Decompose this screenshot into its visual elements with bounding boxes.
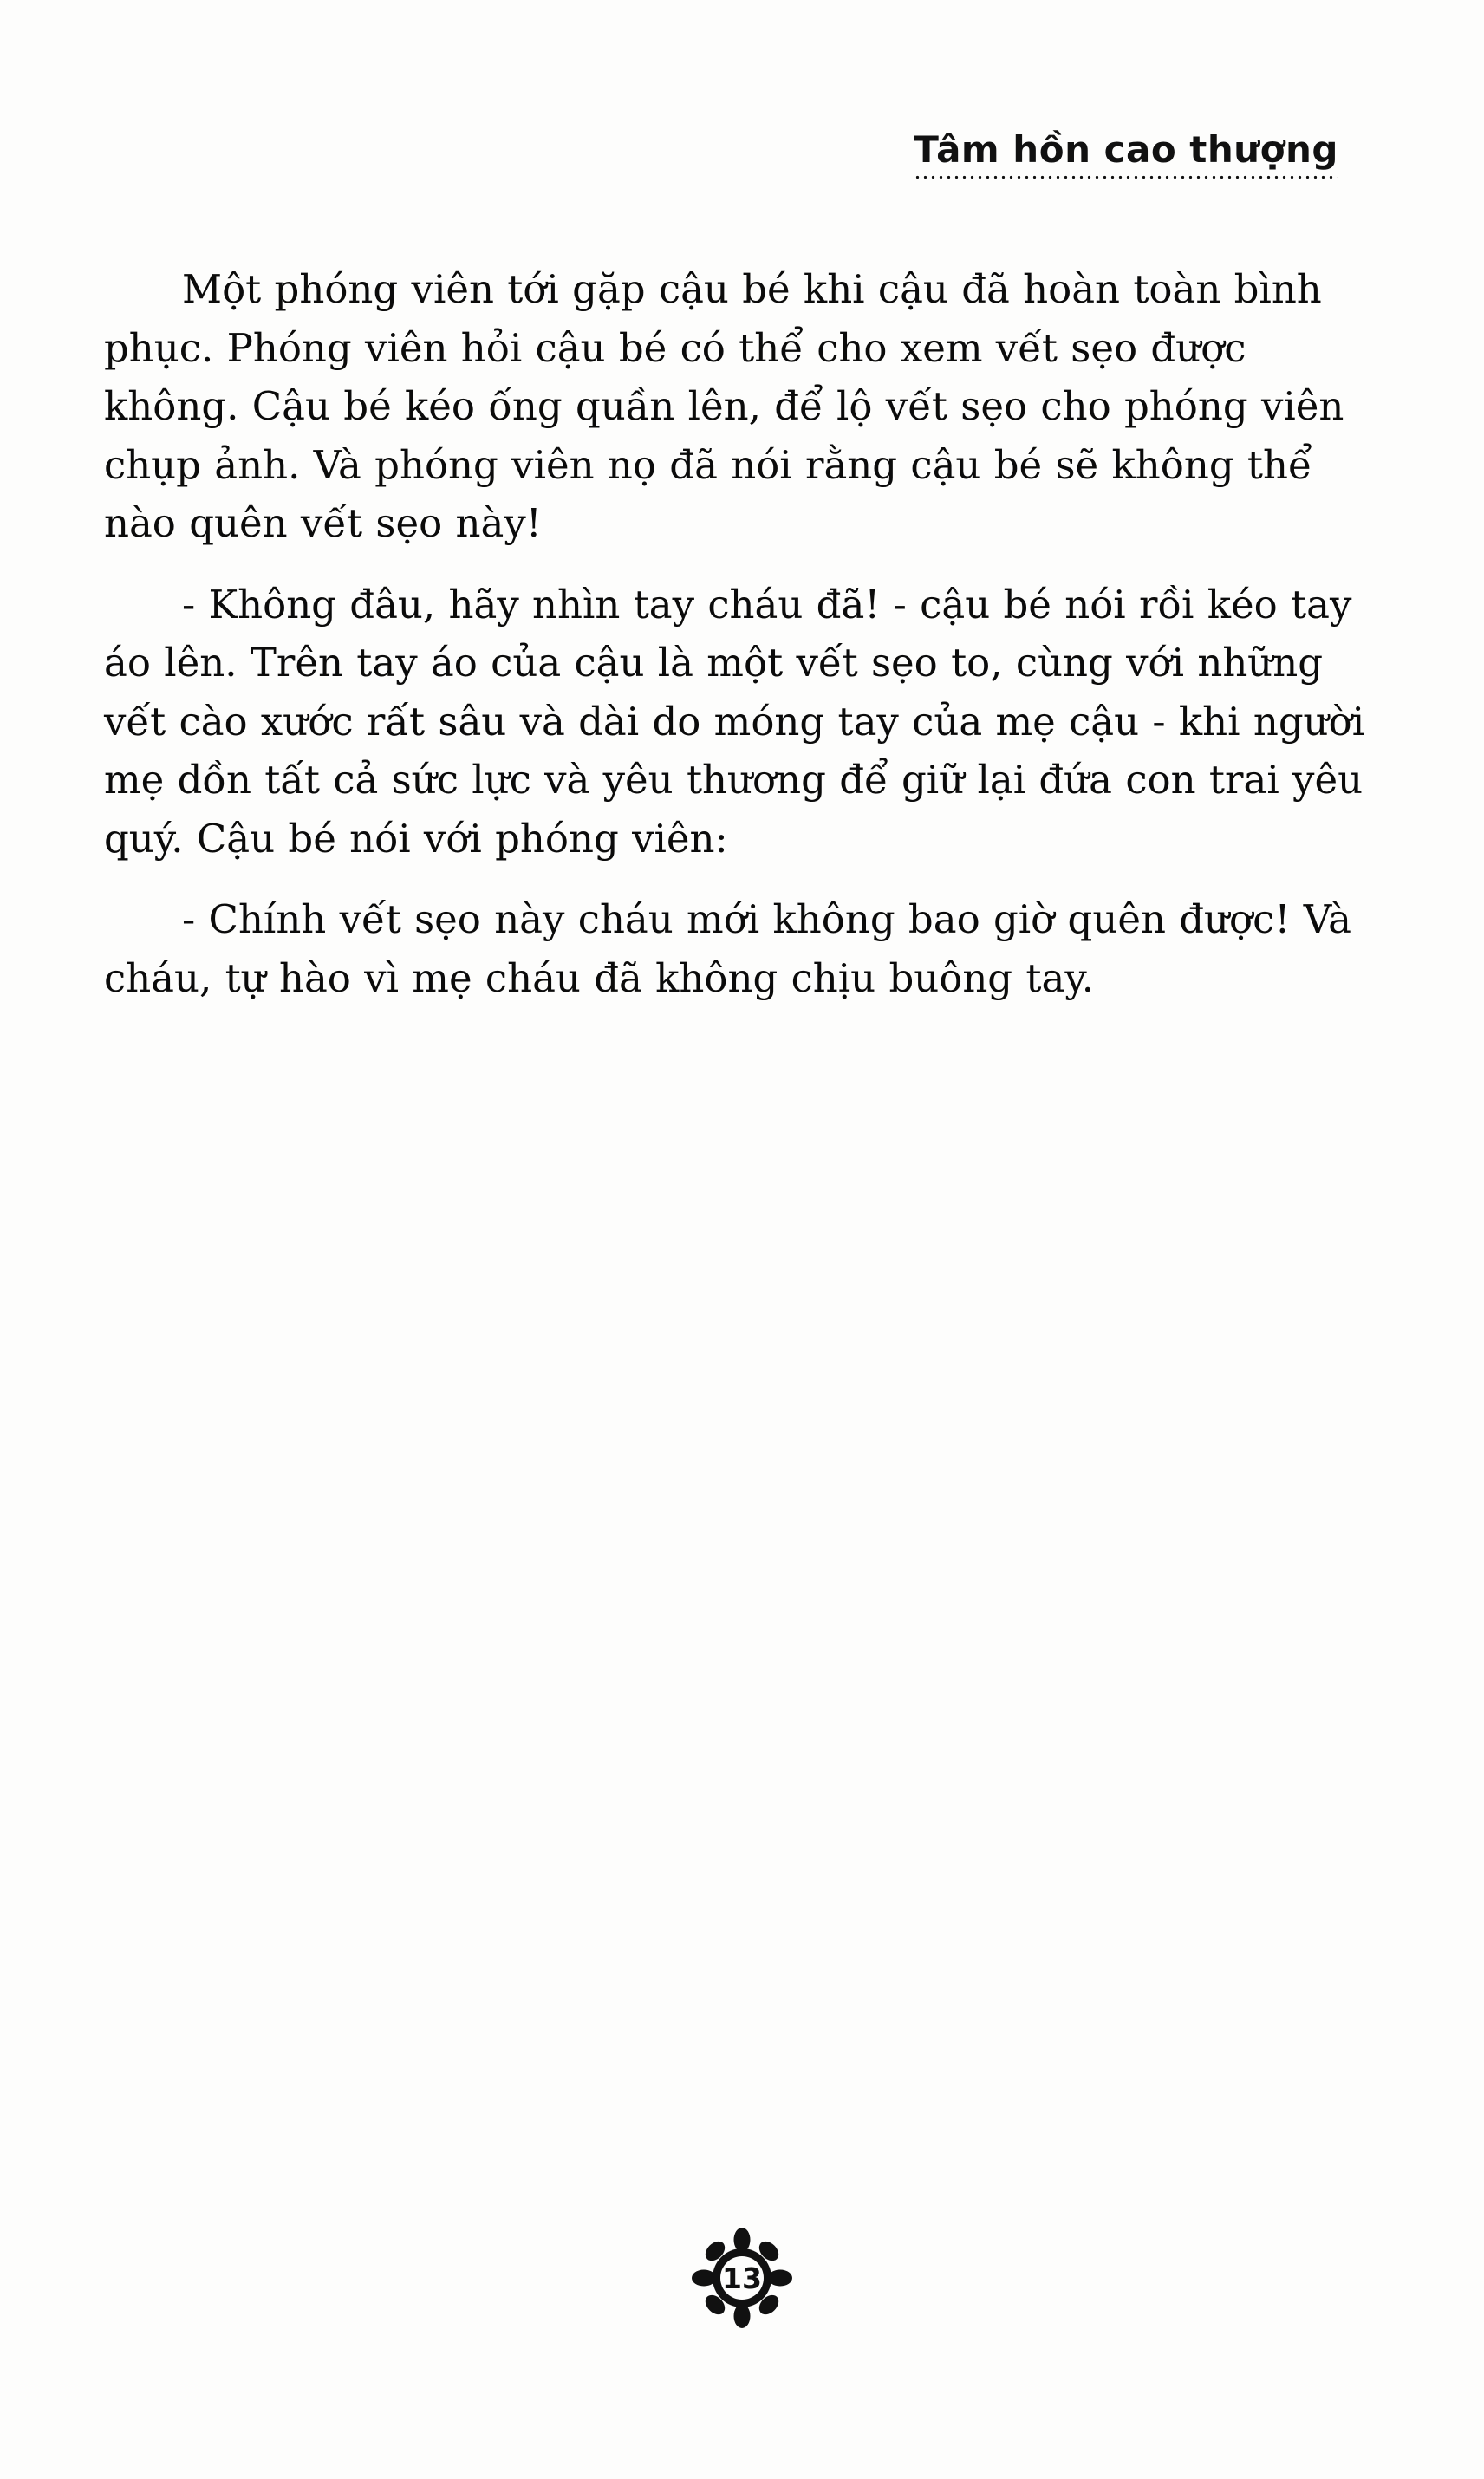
page-number-badge <box>690 2226 794 2330</box>
body-paragraph: Một phóng viên tới gặp cậu bé khi cậu đã hoàn toàn bình phục. Phóng viên hỏi cậu bé có thể cho xem vết sẹo được không. Cậu bé kéo ống quần lên, để lộ vết sẹo cho phóng viên chụp ảnh. Và phóng viên nọ đã nói rằng cậu bé sẽ không thể nào quên vết sẹo này! <box>104 266 1344 546</box>
running-title: Tâm hồn cao thượng <box>914 128 1338 171</box>
page-body <box>104 260 1378 1030</box>
body-paragraph: - Không đâu, hãy nhìn tay cháu đã! - cậu bé nói rồi kéo tay áo lên. Trên tay áo của cậu là một vết sẹo to, cùng với những vết cào xước rất sâu và dài do móng tay của mẹ cậu - khi người mẹ dồn tất cả sức lực và yêu thương để giữ lại đứa con trai yêu quý. Cậu bé nói với phóng viên: <box>104 581 1365 862</box>
header-dotted-rule <box>914 175 1338 179</box>
page-header <box>914 130 1338 179</box>
page-footer <box>0 2226 1484 2330</box>
body-paragraph: - Chính vết sẹo này cháu mới không bao giờ quên được! Và cháu, tự hào vì mẹ cháu đã không chịu buông tay. <box>104 896 1351 1001</box>
page-number: 13 <box>722 2261 762 2295</box>
